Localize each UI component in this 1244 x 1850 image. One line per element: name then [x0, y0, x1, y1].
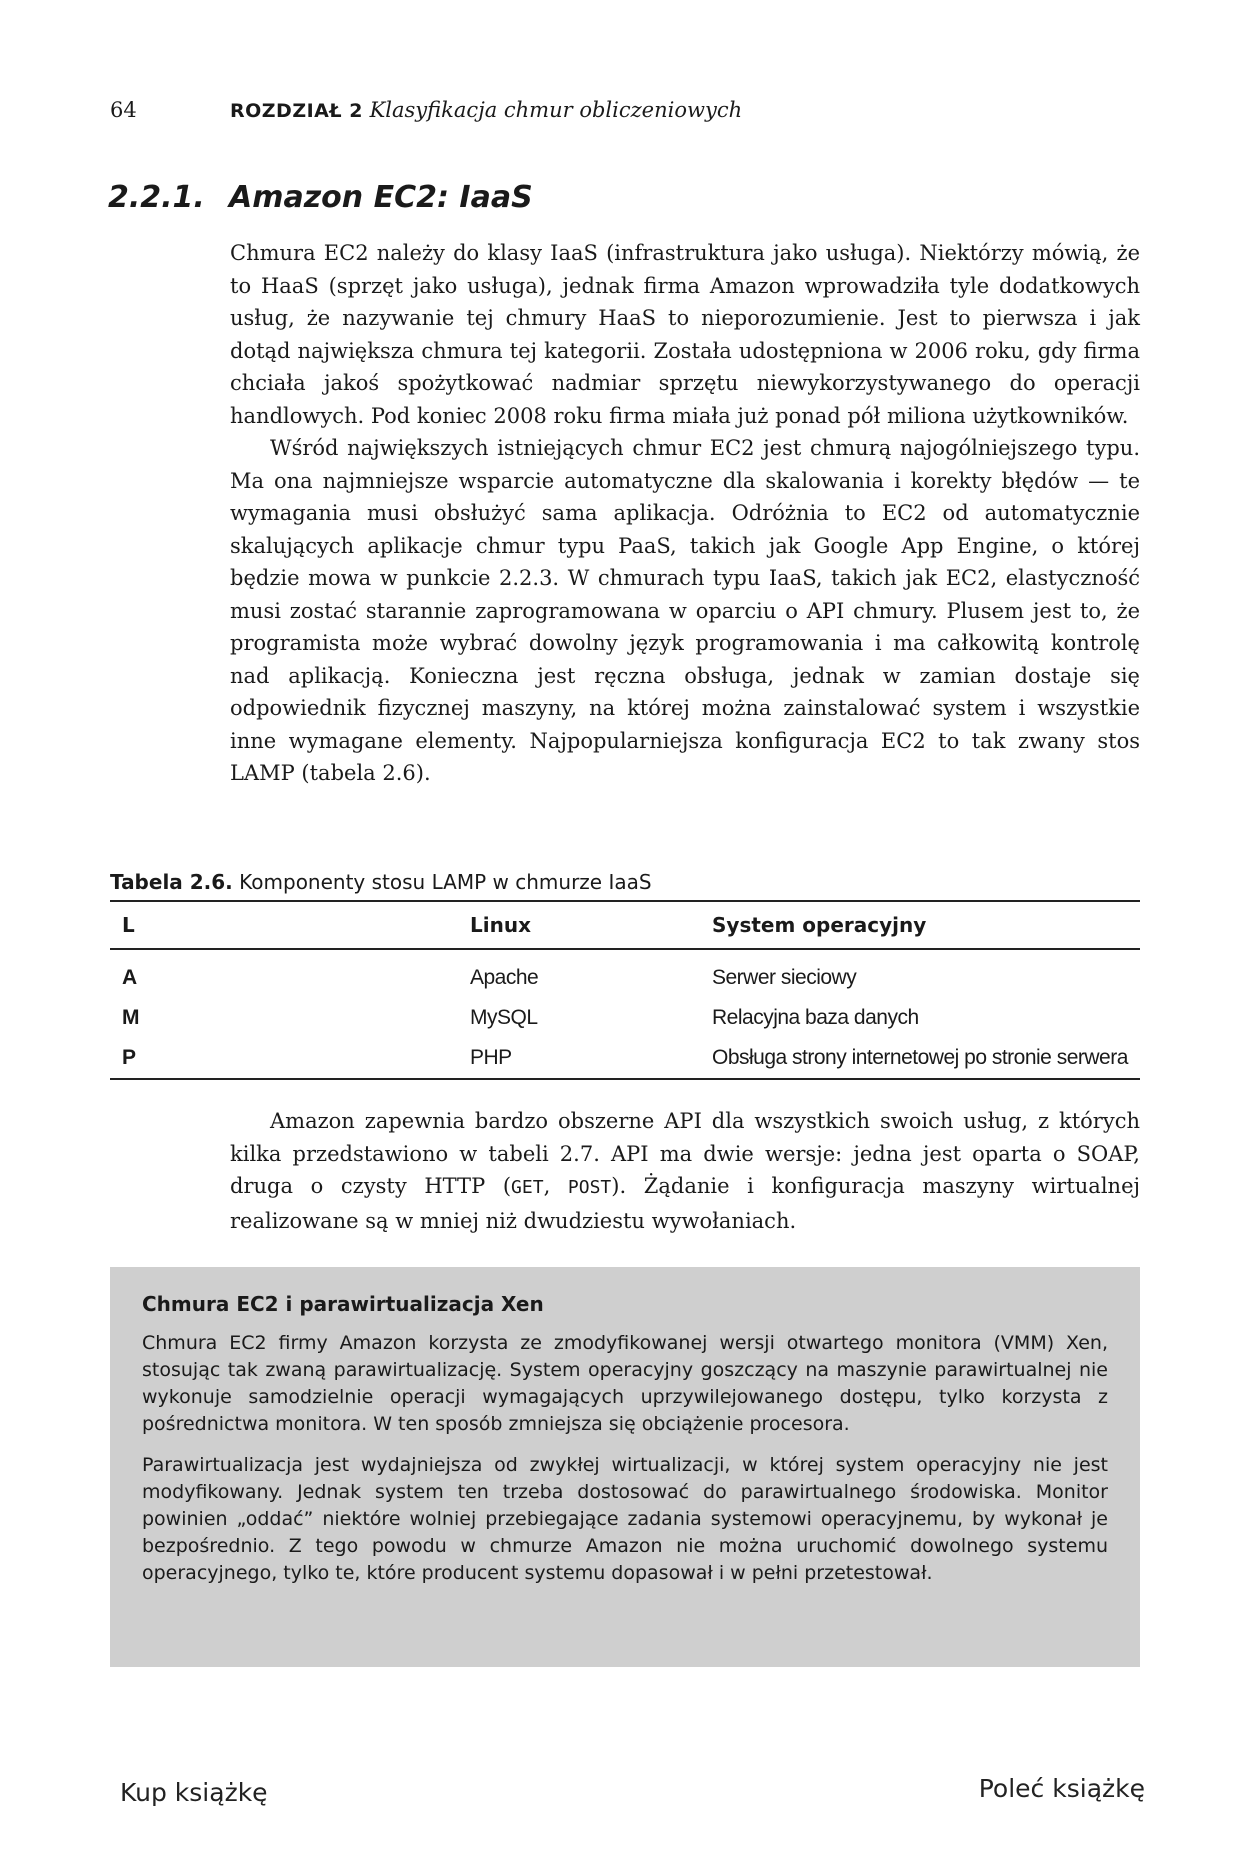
- table-cell: Serwer sieciowy: [712, 966, 857, 989]
- body-text-lower: [230, 1105, 1140, 1237]
- paragraph-text: ,: [543, 1174, 568, 1198]
- table-header-cell: System operacyjny: [712, 913, 927, 937]
- table-cell: Relacyjna baza danych: [712, 1006, 919, 1029]
- sidebar-title: Chmura EC2 i parawirtualizacja Xen: [142, 1292, 544, 1316]
- lamp-table: [110, 900, 1140, 1080]
- paragraph: Chmura EC2 należy do klasy IaaS (infrastruktura jako usługa). Niektórzy mówią, że to HaaS (sprzęt jako usługa), jednak firma Amazon wprowadziła tyle dodatkowych usług, że nazywanie tej chmury HaaS to nieporozumienie. Jest to pierwsza i jak dotąd największa chmura tej kategorii. Została udostępniona w 2006 roku, gdy firma chciała jakoś spożytkować nadmiar sprzętu niewykorzystywanego do operacji handlowych. Pod koniec 2008 roku firma miała już ponad pół miliona użytkowników.: [230, 241, 1140, 428]
- table-cell: P: [122, 1046, 136, 1069]
- table-cell: M: [122, 1006, 139, 1029]
- sidebar-paragraph: Parawirtualizacja jest wydajniejsza od zwykłej wirtualizacji, w której system operacyjny nie jest modyfikowany. Jednak system ten trzeba dostosować do parawirtualnego środowiska. Monitor powinien „oddać” niektóre wolniej przebiegające zadania systemowi operacyjnemu, by wykonał je bezpośrednio. Z tego powodu w chmurze Amazon nie można uruchomić dowolnego systemu operacyjnego, tylko te, które producent systemu dopasował i w pełni przetestował.: [142, 1454, 1108, 1584]
- chapter-label: ROZDZIAŁ 2: [230, 100, 363, 122]
- section-title: Amazon EC2: IaaS: [229, 180, 533, 215]
- table-row: [110, 1038, 1140, 1079]
- table-row: [110, 998, 1140, 1038]
- body-text-upper: [230, 237, 1140, 790]
- table-row: [110, 949, 1140, 998]
- chapter-title: Klasyfikacja chmur obliczeniowych: [369, 98, 743, 122]
- recommend-book-link[interactable]: Poleć książkę: [978, 1774, 1145, 1803]
- table-caption-label: Tabela 2.6.: [110, 870, 233, 894]
- table-cell: MySQL: [470, 1006, 538, 1029]
- table-cell: PHP: [470, 1046, 512, 1069]
- inline-code-get: GET: [511, 1177, 544, 1198]
- inline-code-post: POST: [567, 1177, 612, 1198]
- paragraph: [230, 1105, 1140, 1237]
- paragraph: Wśród największych istniejących chmur EC2 jest chmurą najogólniejszego typu. Ma ona najmniejsze wsparcie automatyczne dla skalowania i korekty błędów — te wymagania musi obsłużyć sama aplikacja. Odróżnia to EC2 od automatycznie skalujących aplikacje chmur typu PaaS, takich jak Google App Engine, o której będzie mowa w punkcie 2.2.3. W chmurach typu IaaS, takich jak EC2, elastyczność musi zostać starannie zaprogramowana w oparciu o API chmury. Plusem jest to, że programista może wybrać dowolny język programowania i ma całkowitą kontrolę nad aplikacją. Konieczna jest ręczna obsługa, jednak w zamian dostaje się odpowiednik fizycznej maszyny, na której można zainstalować system i wszystkie inne wymagane elementy. Najpopularniejsza konfiguracja EC2 to tak zwany stos LAMP (tabela 2.6).: [230, 436, 1140, 785]
- chapter-heading: [230, 98, 742, 122]
- table-caption-text: Komponenty stosu LAMP w chmurze IaaS: [232, 870, 652, 894]
- table-cell: Apache: [470, 966, 539, 989]
- paragraph-text: ). Żądanie i konfiguracja maszyny wirtualnej realizowane są w mniej niż dwudziestu wywołaniach.: [230, 1174, 1141, 1233]
- table-header-cell: Linux: [470, 913, 531, 937]
- paragraph-text: Amazon zapewnia bardzo obszerne API dla wszystkich swoich usług, z których kilka przedstawiono w tabeli 2.7. API ma dwie wersje: jedna jest oparta o SOAP, druga o czysty HTTP (: [230, 1109, 1140, 1198]
- table-cell: Obsługa strony internetowej po stronie serwera: [712, 1046, 1128, 1069]
- running-head: [110, 98, 743, 122]
- sidebar-paragraph: Chmura EC2 firmy Amazon korzysta ze zmodyfikowanej wersji otwartego monitora (VMM) Xen, stosując tak zwaną parawirtualizację. System operacyjny goszczący na maszynie parawirtualnej nie wykonuje samodzielnie operacji wymagających uprzywilejowanego dostępu, tylko korzysta z pośrednictwa monitora. W ten sposób zmniejsza się obciążenie procesora.: [142, 1332, 1108, 1435]
- sidebar-box: [110, 1267, 1140, 1667]
- buy-book-link[interactable]: Kup książkę: [120, 1778, 268, 1807]
- page-number: 64: [110, 98, 137, 122]
- table-caption: [110, 870, 652, 894]
- table-header-cell: L: [122, 913, 135, 937]
- section-number: 2.2.1.: [108, 180, 205, 215]
- section-heading: [108, 180, 533, 215]
- table-header-row: [110, 901, 1140, 949]
- table-cell: A: [122, 966, 137, 989]
